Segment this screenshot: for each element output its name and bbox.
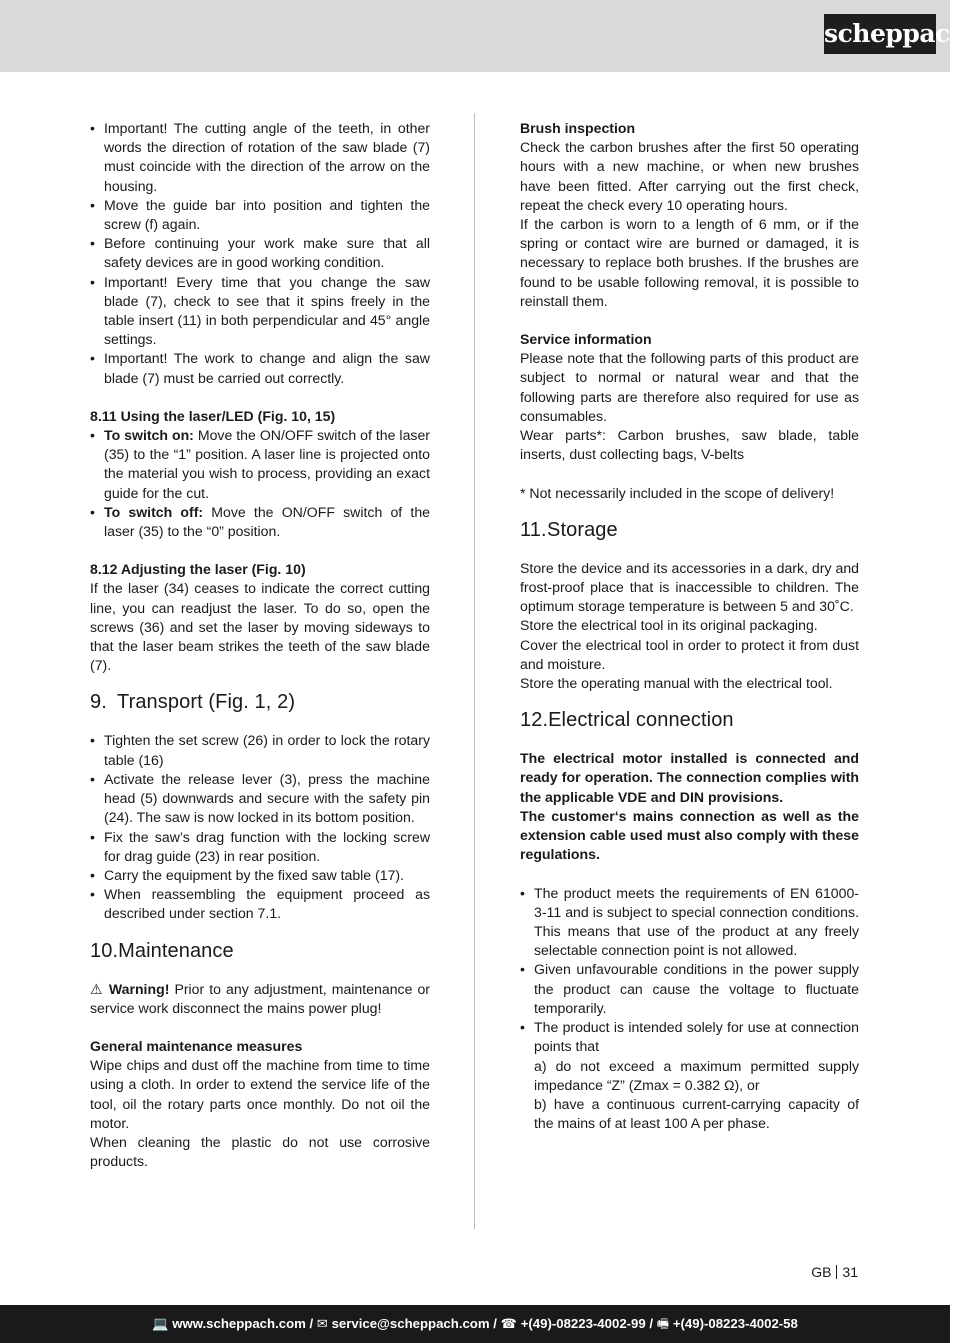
column-divider	[474, 113, 475, 1229]
section-title: Storage	[547, 518, 618, 541]
transport-list	[90, 731, 430, 923]
list-item	[90, 503, 430, 541]
list-item: • Activate the release lever (3), press the machine head (5) downwards and secure with the safety pin (24). The saw is now locked in its bottom position.	[90, 770, 430, 828]
connection-condition-a: a) do not exceed a maximum permitted supply impedance “Z” (Zmax = 0.382 Ω), or	[534, 1057, 859, 1093]
section-title: Electrical connection	[548, 709, 734, 732]
list-item	[90, 426, 430, 503]
right-column	[520, 119, 859, 1133]
service-text: Please note that the following parts of this product are subject to normal or natural wear and that the following parts are therefore also required for use as consumables.	[520, 350, 859, 424]
storage-text: Store the device and its accessories in a dark, dry and frost-proof place that is inaccessible to children. The optimum storage temperature is between 5 and 30˚C.	[520, 559, 859, 615]
warning-body: Prior to any adjustment, maintenance or service work disconnect the mains power plug!	[90, 980, 431, 1016]
list-item: • When reassembling the equipment proceed as described under section 7.1.	[90, 885, 430, 923]
storage-text: Cover the electrical tool in order to protect it from dust and moisture.	[520, 636, 859, 672]
section-number: 11.	[520, 518, 547, 541]
warning-label: Warning!	[108, 980, 170, 997]
section-number: 12.	[520, 709, 549, 732]
mail-icon: ✉	[316, 1316, 328, 1331]
footnote: * Not necessarily included in the scope of delivery!	[520, 484, 835, 501]
list-item: • Carry the equipment by the fixed saw table (17).	[90, 866, 430, 885]
page-number	[811, 1264, 858, 1280]
website-link[interactable]: www.scheppach.com	[172, 1316, 306, 1331]
storage-text: Store the electrical tool in its original packaging.	[520, 617, 818, 634]
cleaning-text: When cleaning the plastic do not use corrosive products.	[90, 1133, 430, 1170]
electrical-notice: The electrical motor installed is connected and ready for operation. The connection complies with the applicable VDE and DIN provisions.	[520, 750, 859, 805]
connection-condition-b: b) have a continuous current-carrying capacity of the mains of at least 100 A per phase.	[534, 1095, 859, 1132]
list-item: • Important! The work to change and align the saw blade (7) must be carried out correctly.	[90, 349, 430, 387]
list-item: • Before continuing your work make sure that all safety devices are in good working condition.	[90, 234, 430, 272]
email-link[interactable]: service@scheppach.com	[331, 1316, 490, 1331]
warning-icon: ⚠	[90, 980, 104, 997]
scheppach-logo: scheppach	[824, 14, 936, 54]
adjust-laser-heading: 8.12 Adjusting the laser (Fig. 10)	[90, 561, 306, 578]
laser-heading: 8.11 Using the laser/LED (Fig. 10, 15)	[90, 407, 336, 424]
list-item: • Move the guide bar into position and tighten the screw (f) again.	[90, 196, 430, 234]
general-maintenance-text: Wipe chips and dust off the machine from time to time using a cloth. In order to extend the service life of the tool, oil the rotary parts once monthly. Do not oil the motor.	[90, 1057, 430, 1131]
switch-off-label: To switch off:	[104, 503, 204, 520]
list-item: • Fix the saw’s drag function with the locking screw for drag guide (23) in rear position.	[90, 828, 430, 866]
electrical-heading	[520, 707, 859, 733]
fax-number: +(49)-08223-4002-58	[672, 1316, 798, 1331]
section-number: 10.	[90, 939, 119, 962]
laser-list	[90, 426, 430, 541]
section-title: Transport (Fig. 1, 2)	[117, 691, 296, 714]
page-footer: 💻 www.scheppach.com / ✉ service@scheppach.com / ☎ +(49)-08223-4002-99 / 🖷 +(49)-08223-4002-58	[0, 1305, 950, 1343]
left-column	[90, 119, 430, 1171]
page-number-value: 31	[842, 1264, 858, 1280]
list-item: • Given unfavourable conditions in the power supply the product can cause the voltage to fluctuate temporarily.	[520, 960, 859, 1018]
list-item: • Important! Every time that you change the saw blade (7), check to see that it spins freely in the table insert (11) in both perpendicular and 45° angle settings.	[90, 273, 430, 350]
warning-text	[90, 980, 430, 1018]
adjust-laser-text: If the laser (34) ceases to indicate the correct cutting line, you can readjust the laser. To do so, open the screws (36) and set the laser by moving sideways to that the laser beam strikes the teeth of the saw blade (7).	[90, 580, 430, 674]
wear-parts-text: Wear parts*: Carbon brushes, saw blade, table inserts, dust collecting bags, V-belts	[520, 427, 859, 463]
phone-number: +(49)-08223-4002-99	[520, 1316, 646, 1331]
brush-text: Check the carbon brushes after the first 50 operating hours with a new machine, or when new brushes have been fitted. After carrying out the first check, repeat the check every 10 operating hours.	[520, 139, 859, 213]
electrical-list	[520, 884, 859, 1134]
storage-heading	[520, 517, 859, 543]
list-item: • Important! The cutting angle of the teeth, in other words the direction of rotation of the saw blade (7) must coincide with the direction of the arrow on the housing.	[90, 119, 430, 196]
language-code: GB	[811, 1264, 832, 1280]
blade-change-list	[90, 119, 430, 388]
page-header	[0, 0, 967, 72]
storage-text: Store the operating manual with the electrical tool.	[520, 675, 833, 692]
list-item: • Tighten the set screw (26) in order to lock the rotary table (16)	[90, 731, 430, 769]
section-number: 9.	[90, 691, 107, 714]
brush-inspection-heading: Brush inspection	[520, 120, 636, 136]
connection-intro: The product is intended solely for use at connection points that	[534, 1019, 859, 1055]
switch-off-text: Move the ON/OFF switch of the laser (35) to the “0” position.	[104, 503, 430, 540]
electrical-notice: The customer‘s mains connection as well as the extension cable used must also comply with these regulations.	[520, 807, 859, 863]
brush-text: If the carbon is worn to a length of 6 mm, or if the spring or contact wire are burned or damaged, it is necessary to replace both brushes. If the brushes are found to be usable following removal, it is possible to reinstall them.	[520, 216, 859, 309]
list-item	[520, 1018, 859, 1133]
list-item: • The product meets the requirements of EN 61000-3-11 and is subject to special connection conditions. This means that use of the product at any freely selectable connection point is not allowed.	[520, 884, 859, 961]
fax-icon: 🖷	[656, 1316, 670, 1331]
switch-on-label: To switch on:	[104, 427, 194, 444]
computer-icon: 💻	[152, 1316, 169, 1331]
switch-on-text: Move the ON/OFF switch of the laser (35) to the “1” position. A laser line is projected onto the material you wish to process, providing an exact guide for the cut.	[104, 427, 430, 501]
maintenance-heading	[90, 938, 430, 964]
general-maintenance-heading: General maintenance measures	[90, 1037, 303, 1054]
section-title: Maintenance	[118, 939, 234, 962]
phone-icon: ☎	[500, 1316, 518, 1331]
service-info-heading: Service information	[520, 331, 652, 348]
transport-heading	[90, 689, 430, 715]
